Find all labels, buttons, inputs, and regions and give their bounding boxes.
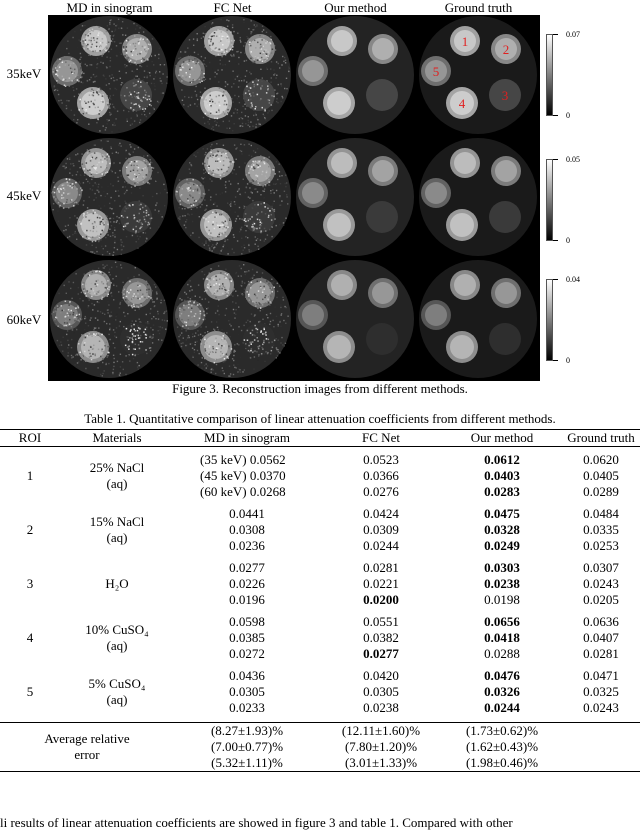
material-cell: 15% NaCl (aq) (89, 514, 145, 545)
table-row (0, 614, 640, 662)
average-error-label: Average relative error (0, 723, 174, 772)
table-row (0, 447, 640, 501)
colorbar-35kev-min: 0 (566, 111, 570, 120)
table-header-row (0, 430, 640, 447)
md-values: 0.0277 0.0226 0.0196 (229, 560, 265, 607)
roi-label-3: 3 (501, 88, 509, 103)
material-cell: H₂O (105, 576, 129, 591)
header-fcnet: FC Net (320, 430, 442, 447)
average-error-row (0, 723, 640, 772)
fc-values: 0.0424 0.0309 0.0244 (363, 506, 399, 553)
roi-disk-3 (243, 79, 275, 111)
fc-values: 0.0523 0.0366 0.0276 (363, 452, 399, 499)
panel-fc-row3 (171, 259, 294, 381)
panel-gt-row2 (417, 137, 540, 259)
gt-values: 0.0307 0.0243 0.0205 (583, 560, 619, 607)
colorbar-tick (553, 34, 558, 35)
panel-fc-row2 (171, 137, 294, 259)
colorbar-tick (553, 360, 558, 361)
md-values: 0.0436 0.0305 0.0233 (229, 668, 265, 715)
colorbar-60kev (546, 279, 553, 361)
colorbar-45kev (546, 159, 553, 241)
column-header-md: MD in sinogram (66, 0, 153, 15)
header-md: MD in sinogram (174, 430, 320, 447)
ours-values: 0.0303 0.0238 0.0198 (484, 560, 520, 607)
roi-disk-3 (366, 79, 398, 111)
colorbar-60kev-max: 0.04 (566, 275, 580, 284)
gt-values: 0.0484 0.0335 0.0253 (583, 506, 619, 553)
column-header-fcnet: FC Net (213, 0, 252, 15)
roi-disk-3 (489, 323, 521, 355)
table-row (0, 506, 640, 554)
column-header-ours: Our method (324, 0, 387, 15)
panel-ours-row1 (294, 15, 417, 137)
table-caption: Table 1. Quantitative comparison of linear attenuation coefficients from different methods. (84, 411, 556, 426)
gt-values: 0.0620 0.0405 0.0289 (583, 452, 619, 499)
colorbar-tick (553, 159, 558, 160)
roi-cell: 2 (26, 522, 34, 537)
panel-md-row3 (48, 259, 171, 381)
roi-disk-3 (366, 201, 398, 233)
header-roi: ROI (0, 430, 60, 447)
roi-label-5: 5 (432, 64, 440, 79)
roi-disk-3 (366, 323, 398, 355)
colorbar-tick (553, 279, 558, 280)
table-row (0, 560, 640, 608)
md-values: 0.0441 0.0308 0.0236 (229, 506, 265, 553)
roi-cell: 3 (26, 576, 34, 591)
fc-values: 0.0281 0.0221 0.0200 (363, 560, 399, 607)
panel-ours-row2 (294, 137, 417, 259)
material-cell: 10% CuSO₄ (aq) (85, 622, 149, 653)
panel-md-row1 (48, 15, 171, 137)
results-table (0, 429, 640, 772)
material-cell: 5% CuSO₄ (aq) (88, 676, 146, 707)
colorbar-35kev (546, 34, 553, 116)
roi-disk-3 (120, 79, 152, 111)
colorbar-45kev-min: 0 (566, 236, 570, 245)
md-values: 0.0598 0.0385 0.0272 (229, 614, 265, 661)
panel-md-row2 (48, 137, 171, 259)
panel-ours-row3 (294, 259, 417, 381)
colorbar-45kev-max: 0.05 (566, 155, 580, 164)
avg-ours: (1.73±0.62)% (1.62±0.43)% (1.98±0.46)% (442, 723, 562, 772)
avg-md: (8.27±1.93)% (7.00±0.77)% (5.32±1.11)% (174, 723, 320, 772)
row-label-35kev: 35keV (6, 66, 42, 81)
panel-gt-row1 (417, 15, 540, 137)
ours-values: 0.0656 0.0418 0.0288 (484, 614, 520, 661)
footer-text-fragment: li results of linear attenuation coefficients are showed in figure 3 and table 1. Compared with other (0, 815, 513, 830)
md-values: (35 keV) 0.0562 (45 keV) 0.0370 (60 keV) 0.0268 (200, 452, 286, 499)
colorbar-35kev-max: 0.07 (566, 30, 580, 39)
roi-disk-3 (489, 201, 521, 233)
header-materials: Materials (60, 430, 174, 447)
header-ours: Our method (442, 430, 562, 447)
figure-caption: Figure 3. Reconstruction images from different methods. (172, 381, 468, 396)
fc-values: 0.0420 0.0305 0.0238 (363, 668, 399, 715)
material-cell: 25% NaCl (aq) (89, 460, 145, 491)
colorbar-tick (553, 115, 558, 116)
table-row (0, 668, 640, 716)
colorbar-tick (553, 240, 558, 241)
row-label-45kev: 45keV (6, 188, 42, 203)
ours-values: 0.0475 0.0328 0.0249 (484, 506, 520, 553)
roi-cell: 5 (26, 684, 34, 699)
colorbar-60kev-min: 0 (566, 356, 570, 365)
header-gt: Ground truth (562, 430, 640, 447)
column-header-gt: Ground truth (444, 0, 513, 15)
gt-values: 0.0636 0.0407 0.0281 (583, 614, 619, 661)
roi-label-4: 4 (458, 96, 466, 111)
gt-values: 0.0471 0.0325 0.0243 (583, 668, 619, 715)
roi-disk-3 (120, 201, 152, 233)
ours-values: 0.0476 0.0326 0.0244 (484, 668, 520, 715)
panel-gt-row3 (417, 259, 540, 381)
ours-values: 0.0612 0.0403 0.0283 (484, 452, 520, 499)
panel-fc-row1 (171, 15, 294, 137)
roi-label-2: 2 (502, 42, 510, 57)
roi-cell: 4 (26, 630, 34, 645)
fc-values: 0.0551 0.0382 0.0277 (363, 614, 399, 661)
roi-label-1: 1 (461, 34, 469, 49)
row-label-60kev: 60keV (6, 312, 42, 327)
avg-fc: (12.11±1.60)% (7.80±1.20)% (3.01±1.33)% (320, 723, 442, 772)
roi-cell: 1 (26, 468, 34, 483)
